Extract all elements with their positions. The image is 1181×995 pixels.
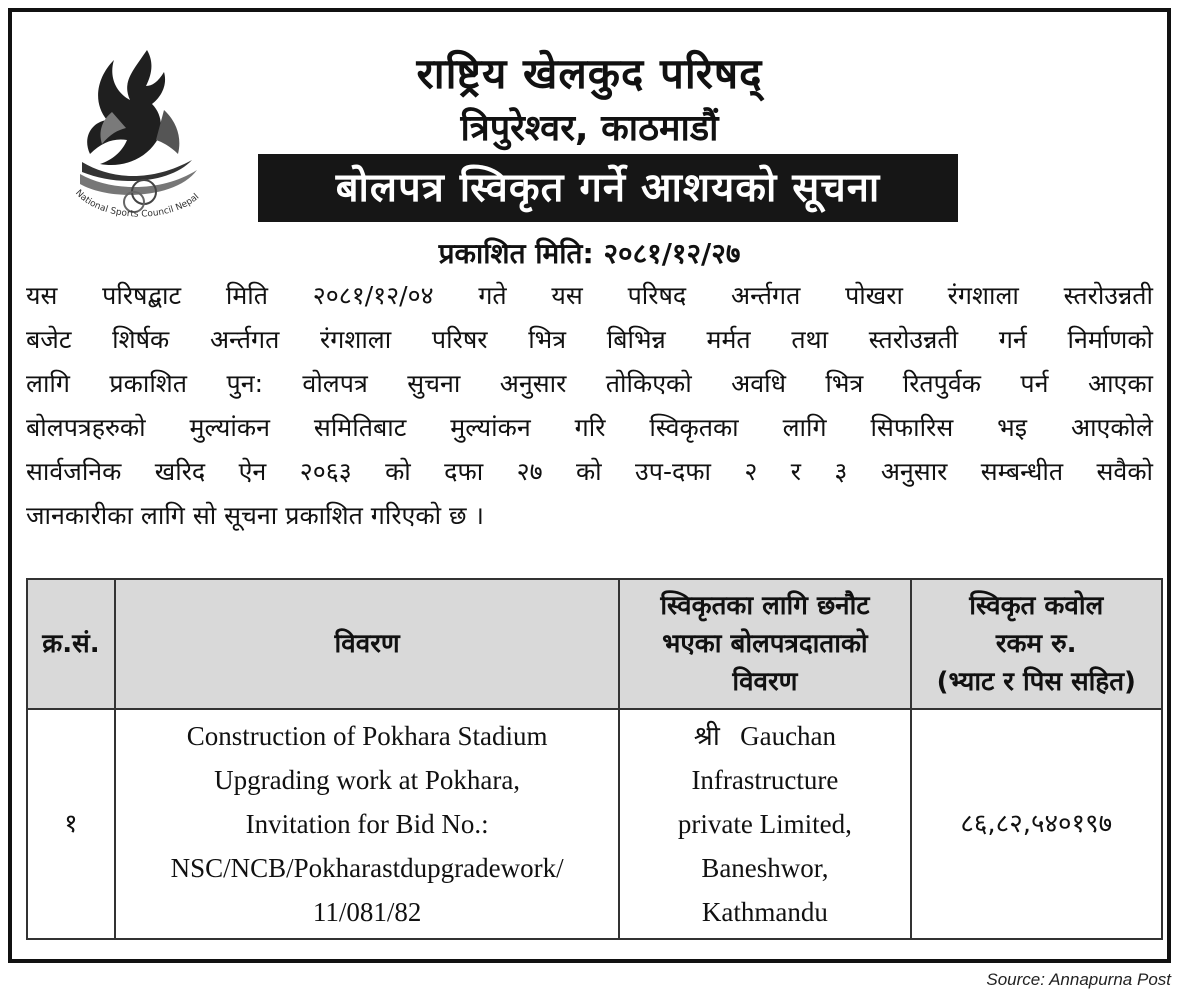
- bidder-line: श्री Gauchan: [693, 721, 837, 751]
- body-line: बोलपत्रहरुको मुल्यांकन समितिबाट मुल्यांकन गरि स्विकृतका लागि सिफारिस भइ आएकोले: [26, 413, 1153, 442]
- notice-frame: [8, 8, 1171, 963]
- cell-sn: १: [27, 709, 115, 939]
- body-line: जानकारीका लागि सो सूचना प्रकाशित गरिएको छ ।: [26, 501, 484, 530]
- body-line: बजेट शिर्षक अर्न्तगत रंगशाला परिषर भित्र बिभिन्न मर्मत तथा स्तरोउन्नती गर्न निर्माणको: [26, 325, 1153, 354]
- table-row: [27, 709, 1162, 939]
- header-amount-line: (भ्याट र पिस सहित): [936, 667, 1136, 697]
- bid-table: [26, 578, 1163, 940]
- organization-name: राष्ट्रिय खेलकुद परिषद्: [416, 49, 763, 98]
- header-amount: [911, 579, 1163, 709]
- bidder-line: Kathmandu: [701, 897, 828, 927]
- description-line: Construction of Pokhara Stadium: [186, 721, 548, 751]
- source-credit: Source: Annapurna Post: [986, 970, 1171, 989]
- header-amount-line: स्विकृत कवोल: [969, 591, 1104, 621]
- organization-address: त्रिपुरेश्वर, काठमाडौं: [460, 108, 719, 149]
- header-amount-line: रकम रु.: [995, 629, 1077, 659]
- logo-caption: National Sports Council Nepal: [73, 188, 202, 220]
- header-bidder-line: विवरण: [732, 667, 798, 697]
- description-line: Invitation for Bid No.:: [245, 809, 489, 839]
- bidder-line: Baneshwor,: [701, 853, 829, 883]
- header-description: विवरण: [115, 579, 619, 709]
- cell-bidder: [619, 709, 910, 939]
- description-line: NSC/NCB/Pokharastdupgradework/: [170, 853, 564, 883]
- body-line: यस परिषद्बाट मिति २०८१/१२/०४ गते यस परिषद अर्न्तगत पोखरा रंगशाला स्तरोउन्नती: [26, 281, 1153, 310]
- bidder-line: Infrastructure: [691, 765, 839, 795]
- bidder-line: private Limited,: [677, 809, 852, 839]
- header-bidder: [619, 579, 910, 709]
- description-line: Upgrading work at Pokhara,: [214, 765, 521, 795]
- header-bidder-line: स्विकृतका लागि छनौट: [660, 591, 870, 621]
- table-header-row: [27, 579, 1162, 709]
- notice-body: [26, 274, 1153, 538]
- description-line: 11/081/82: [312, 897, 422, 927]
- body-line: सार्वजनिक खरिद ऐन २०६३ को दफा २७ को उप-दफा २ र ३ अनुसार सम्बन्धीत सवैको: [26, 457, 1153, 486]
- header-sn: क्र.सं.: [27, 579, 115, 709]
- published-date: प्रकाशित मिति: २०८१/१२/२७: [438, 237, 741, 270]
- cell-description: [115, 709, 619, 939]
- body-line: लागि प्रकाशित पुन: वोलपत्र सुचना अनुसार तोकिएको अवधि भित्र रितपुर्वक पर्न आएका: [26, 369, 1153, 398]
- header-bidder-line: भएका बोलपत्रदाताको: [662, 629, 868, 659]
- cell-amount: ८६,८२,५४०१९७: [911, 709, 1163, 939]
- notice-title: बोलपत्र स्विकृत गर्ने आशयको सूचना: [258, 154, 958, 222]
